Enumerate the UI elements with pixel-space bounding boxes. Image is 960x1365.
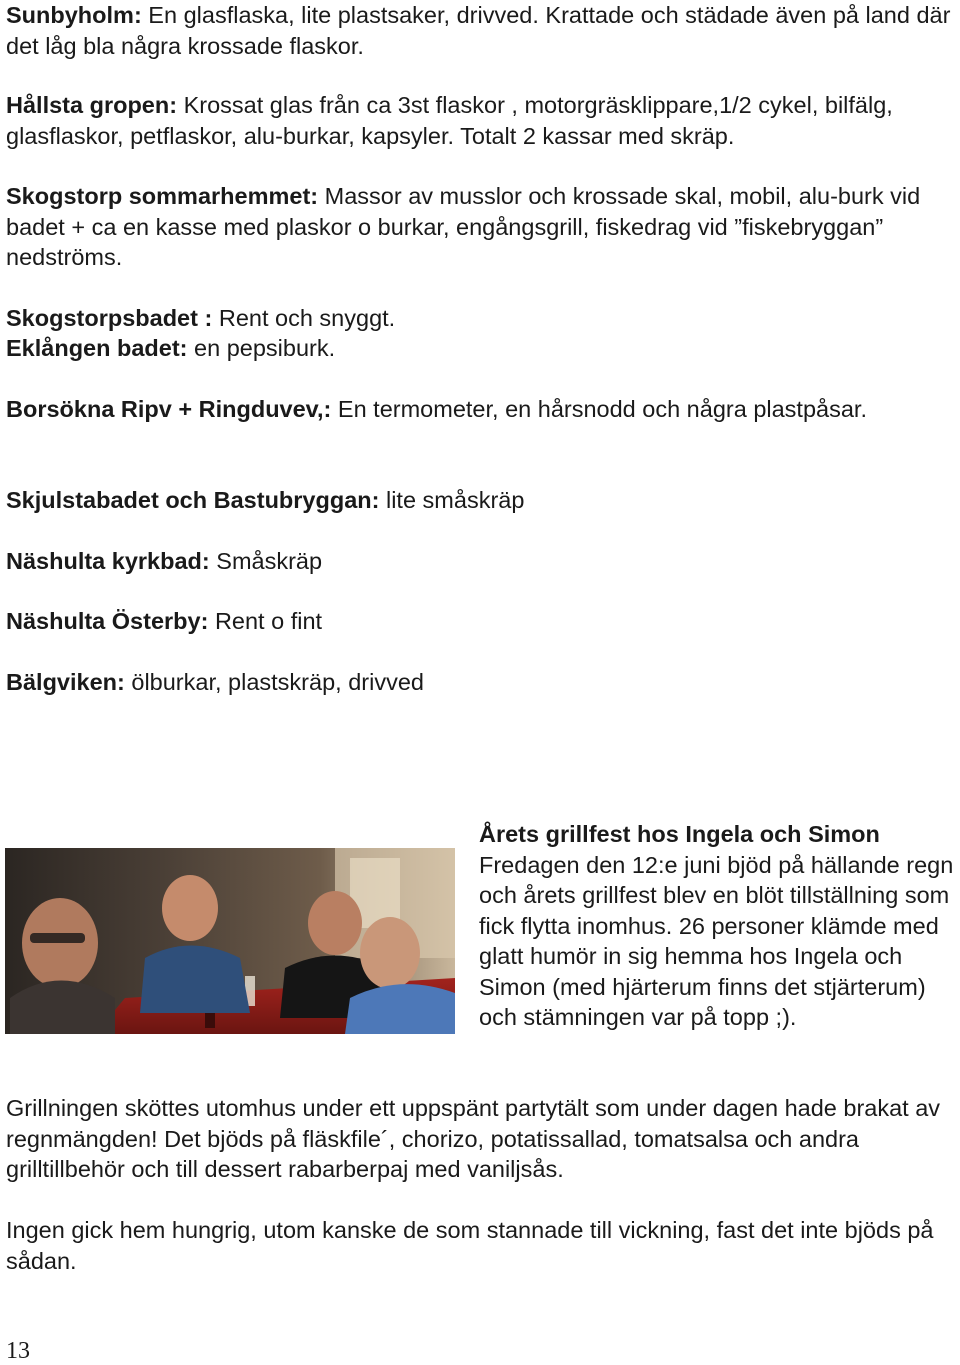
article-paragraph: Ingen gick hem hungrig, utom kanske de som stannade till vickning, fast det inte bjöds på sådan. (6, 1217, 934, 1274)
entry-place: Hållsta gropen: (6, 92, 178, 118)
entry-borsokna (6, 394, 956, 425)
entry-place: Skjulstabadet och Bastubryggan: (6, 487, 380, 513)
entry-text: lite småskräp (379, 487, 525, 513)
entry-nashulta-kyrkbad (6, 546, 956, 577)
entry-nashulta-osterby (6, 606, 956, 637)
entry-text: Rent o fint (208, 608, 323, 634)
article-intro-text: Fredagen den 12:e juni bjöd på hällande regn och årets grillfest blev en blöt tillställning som fick flytta inomhus. 26 personer klämde med glatt humör in sig hemma hos Ingela och Simon (med hjärterum finns det stjärterum) och stämningen var på topp ;). (479, 851, 954, 1030)
entry-text: Massor av musslor och krossade skal, mobil, alu-burk vid badet + ca en kasse med plaskor o burkar, engångsgrill, fiskedrag vid ”fiskebryggan” nedströms. (6, 183, 921, 270)
grillfest-photo-illustration (5, 848, 455, 1034)
page-number: 13 (6, 1338, 30, 1364)
entry-place: Bälgviken: (6, 669, 125, 695)
entry-place: Skogstorp sommarhemmet: (6, 183, 319, 209)
entry-text: ölburkar, plastskräp, drivved (124, 669, 424, 695)
entry-hallsta-gropen (6, 90, 956, 151)
entry-place: Borsökna Ripv + Ringduvev,: (6, 396, 332, 422)
entry-place: Skogstorpsbadet : (6, 305, 213, 331)
entry-eklangen-badet (6, 333, 956, 364)
entry-text: Krossat glas från ca 3st flaskor , motorgräsklippare,1/2 cykel, bilfälg, glasflaskor, petflaskor, alu-burkar, kapsyler. Totalt 2 kassar med skräp. (6, 92, 893, 149)
article-paragraph: Grillningen sköttes utomhus under ett uppspänt partytält som under dagen hade brakat av regnmängden! Det bjöds på fläskfile´, chorizo, potatissallad, tomatsalsa och andra grilltillbehör och till dessert rabarberpaj med vaniljsås. (6, 1095, 941, 1182)
entry-text: Rent och snyggt. (212, 305, 396, 331)
entry-text: en pepsiburk. (187, 335, 336, 361)
entry-skogstorpsbadet (6, 303, 956, 334)
entry-balgviken (6, 667, 956, 698)
entry-place: Sunbyholm: (6, 2, 142, 28)
entry-skogstorp-sommarhemmet (6, 181, 956, 273)
entry-place: Näshulta Österby: (6, 608, 209, 634)
entry-place: Näshulta kyrkbad: (6, 548, 210, 574)
entry-place: Eklången badet: (6, 335, 188, 361)
entry-text: En termometer, en hårsnodd och några plastpåsar. (331, 396, 867, 422)
entry-sunbyholm (6, 0, 956, 61)
entry-text: Småskräp (209, 548, 323, 574)
article-title: Årets grillfest hos Ingela och Simon (479, 821, 880, 847)
grillfest-article-intro (479, 819, 954, 1033)
grillfest-photo (5, 848, 455, 1034)
entry-skjulstabadet (6, 485, 956, 516)
entry-text: En glasflaska, lite plastsaker, drivved. Krattade och städade även på land där det låg bla några krossade flaskor. (6, 2, 951, 59)
